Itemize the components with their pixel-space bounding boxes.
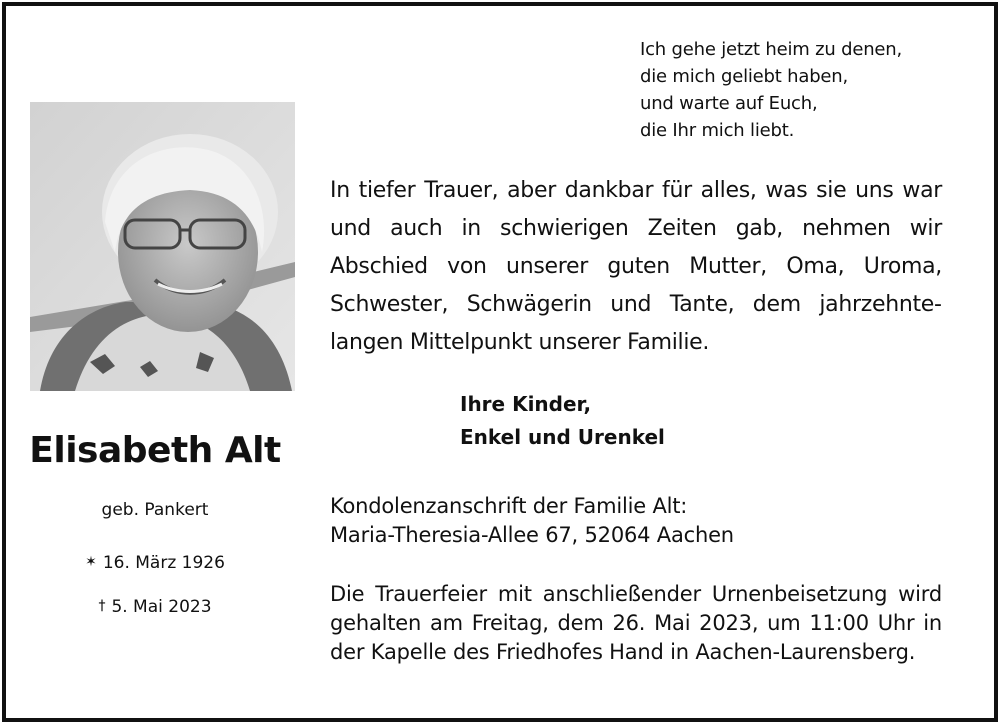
poem-line: Ich gehe jetzt heim zu denen, <box>640 39 903 60</box>
death-date: 5. Mai 2023 <box>111 597 212 617</box>
address-line: Kondolenzanschrift der Familie Alt: <box>330 494 688 518</box>
signers-line: Ihre Kinder, <box>460 392 592 416</box>
deceased-name: Elisabeth Alt <box>29 430 281 471</box>
poem-line: die mich geliebt haben, <box>640 66 849 87</box>
birth-date-line <box>0 553 310 573</box>
portrait-photo <box>30 102 295 391</box>
signers <box>460 388 665 454</box>
maiden-name: geb. Pankert <box>101 500 209 520</box>
poem-line: die Ihr mich liebt. <box>640 120 795 141</box>
mourning-text: In tiefer Trauer, aber dankbar für alles, was sie uns war und auch in schwierigen Zeiten gab, nehmen wir Abschied von unserer guten Mutter, Oma, Uroma, Schwester, Schwägerin und Tante, dem jahrzehntelangen Mittelpunkt unserer Familie. <box>330 178 942 355</box>
funeral-details: Die Trauerfeier mit anschließender Urnenbeisetzung wird gehalten am Freitag, dem 26. Mai 2023, um 11:00 Uhr in der Kapelle des Friedhofes Hand in Aachen-Laurensberg. <box>330 582 942 664</box>
death-date-line <box>0 597 310 617</box>
poem <box>640 36 970 144</box>
cross-icon: † <box>98 598 106 614</box>
star-icon: ✶ <box>85 554 97 570</box>
poem-line: und warte auf Euch, <box>640 93 818 114</box>
address-line: Maria-Theresia-Allee 67, 52064 Aachen <box>330 523 734 547</box>
birth-date: 16. März 1926 <box>102 553 225 573</box>
condolence-address <box>330 492 950 550</box>
signers-line: Enkel und Urenkel <box>460 425 665 449</box>
